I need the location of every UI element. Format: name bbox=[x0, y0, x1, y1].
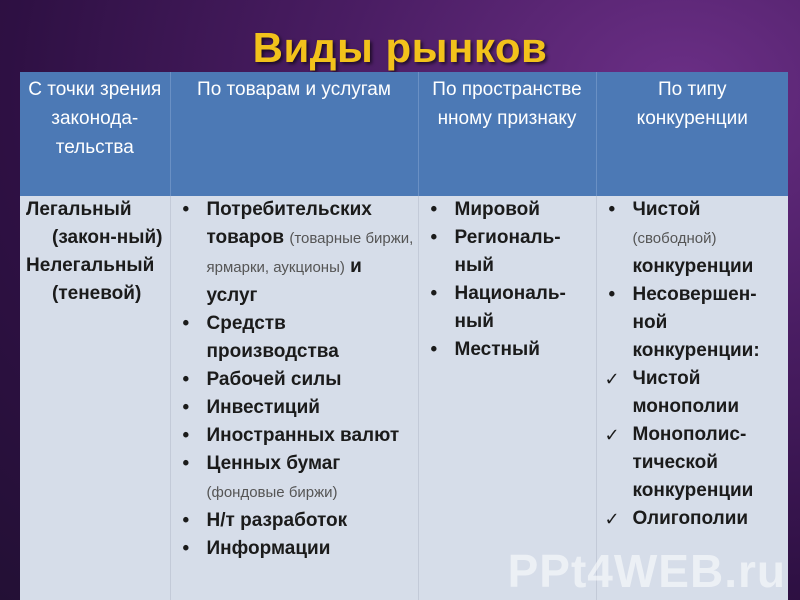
space-local: Местный bbox=[454, 339, 540, 360]
list-item bbox=[175, 310, 414, 366]
goods-consumer-note: (товарные биржи, ярмарки, аукционы) bbox=[206, 230, 414, 276]
bullet-icon: • bbox=[182, 425, 190, 446]
checkmark-icon: ✓ bbox=[604, 369, 620, 389]
list-item bbox=[423, 224, 592, 280]
competition-monopoly: Чистой монополии bbox=[632, 368, 740, 417]
slide-title: Виды рынков bbox=[252, 24, 548, 71]
cell-competition bbox=[596, 196, 788, 600]
competition-oligopoly: Олигополии bbox=[632, 508, 749, 529]
goods-rnd: Н/т разработок bbox=[206, 510, 348, 531]
bullet-icon: • bbox=[182, 510, 190, 531]
market-types-table bbox=[20, 72, 788, 600]
bullet-icon: • bbox=[430, 339, 438, 360]
goods-consumer-tail: и услуг bbox=[206, 256, 362, 306]
bullet-icon: • bbox=[608, 199, 616, 220]
goods-means: Средств производства bbox=[206, 313, 339, 362]
header-space: По пространстве нному признаку bbox=[418, 72, 596, 196]
table-body-row bbox=[20, 196, 788, 600]
bullet-icon: • bbox=[182, 538, 190, 559]
goods-securities: Ценных бумаг bbox=[206, 453, 341, 474]
list-item bbox=[423, 196, 592, 224]
list-item bbox=[175, 507, 414, 535]
list-item bbox=[175, 535, 414, 563]
bullet-icon: • bbox=[430, 227, 438, 248]
competition-perfect-note: (свободной) bbox=[632, 230, 717, 247]
list-item bbox=[175, 450, 414, 507]
list-item bbox=[175, 394, 414, 422]
bullet-icon: • bbox=[182, 397, 190, 418]
cell-goods bbox=[170, 196, 418, 600]
goods-consumer: Потребительских товаров bbox=[206, 199, 372, 248]
table-header-row bbox=[20, 72, 788, 196]
list-item bbox=[601, 421, 785, 505]
cell-legislation bbox=[20, 196, 170, 600]
goods-securities-note: (фондовые биржи) bbox=[206, 484, 338, 501]
space-world: Мировой bbox=[454, 199, 540, 220]
bullet-icon: • bbox=[430, 199, 438, 220]
list-item bbox=[601, 365, 785, 421]
header-goods: По товарам и услугам bbox=[170, 72, 418, 196]
list-item bbox=[601, 196, 785, 281]
competition-perfect: Чистой bbox=[632, 199, 701, 220]
list-item bbox=[175, 366, 414, 394]
list-item bbox=[175, 196, 414, 310]
bullet-icon: • bbox=[182, 453, 190, 474]
goods-information: Информации bbox=[206, 538, 331, 559]
list-item bbox=[601, 505, 785, 533]
space-regional: Региональ-ный bbox=[454, 227, 561, 276]
checkmark-icon: ✓ bbox=[604, 509, 620, 529]
list-item-legal: Легальный (закон-ный) bbox=[26, 199, 163, 248]
list-item-illegal: Нелегальный (теневой) bbox=[26, 255, 155, 304]
watermark-logo: PPt4WEB.ru bbox=[507, 545, 786, 597]
list-item bbox=[423, 336, 592, 364]
bullet-icon: • bbox=[182, 369, 190, 390]
header-competition: По типу конкуренции bbox=[596, 72, 788, 196]
bullet-icon: • bbox=[182, 313, 190, 334]
list-item bbox=[601, 281, 785, 365]
competition-perfect-tail: конкуренции bbox=[632, 256, 754, 277]
list-item bbox=[175, 422, 414, 450]
cell-space bbox=[418, 196, 596, 600]
goods-currency: Иностранных валют bbox=[206, 425, 400, 446]
space-national: Националь-ный bbox=[454, 283, 566, 332]
bullet-icon: • bbox=[182, 199, 190, 220]
list-item bbox=[423, 280, 592, 336]
bullet-icon: • bbox=[430, 283, 438, 304]
goods-labor: Рабочей силы bbox=[206, 369, 342, 390]
checkmark-icon: ✓ bbox=[604, 425, 620, 445]
competition-imperfect: Несовершен-ной конкуренции: bbox=[632, 284, 760, 361]
header-legislation: С точки зрения законода-тельства bbox=[20, 72, 170, 196]
goods-investments: Инвестиций bbox=[206, 397, 320, 418]
bullet-icon: • bbox=[608, 284, 616, 305]
competition-monopolistic: Монополис-тической конкуренции bbox=[632, 424, 754, 501]
